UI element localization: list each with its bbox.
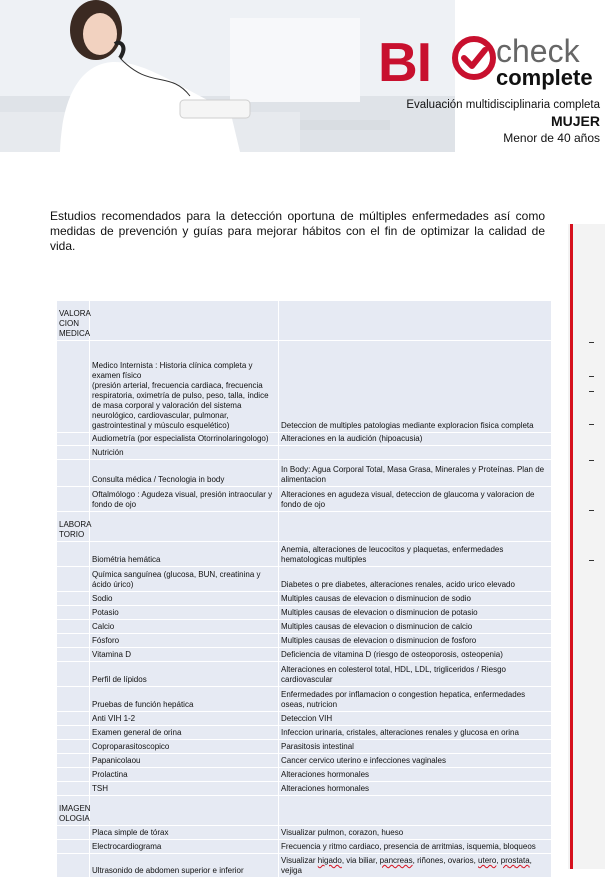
empty-cell	[90, 512, 279, 542]
table-row	[57, 726, 552, 740]
study-name: Anti VIH 1-2	[90, 712, 279, 726]
detects-description: Diabetes o pre diabetes, alteraciones renales, acido urico elevado	[279, 567, 552, 592]
study-name: Examen general de orina	[90, 726, 279, 740]
detects-description: Parasitosis intestinal	[279, 740, 552, 754]
study-name: Calcio	[90, 620, 279, 634]
empty-cell	[57, 634, 90, 648]
misspelled-word: higado	[317, 856, 342, 865]
table-row	[57, 826, 552, 840]
empty-cell	[57, 341, 90, 433]
study-name: Placa simple de tórax	[90, 826, 279, 840]
table-row	[57, 542, 552, 567]
study-name: Coproparasitoscopico	[90, 740, 279, 754]
study-name: Fósforo	[90, 634, 279, 648]
detects-description: Visualizar pulmon, corazon, hueso	[279, 826, 552, 840]
study-name: Oftalmólogo : Agudeza visual, presión intraocular y fondo de ojo	[90, 487, 279, 512]
misspelled-word: prostata	[500, 856, 530, 865]
table-row	[57, 768, 552, 782]
empty-cell	[57, 826, 90, 840]
studies-table	[56, 300, 552, 878]
table-row	[57, 634, 552, 648]
table-row	[57, 487, 552, 512]
detects-description: Multiples causas de elevacion o disminucion de fosforo	[279, 634, 552, 648]
logo-complete-text: complete	[496, 65, 593, 90]
detects-description: Multiples causas de elevacion o disminucion de potasio	[279, 606, 552, 620]
detects-description: Alteraciones en la audición (hipoacusia)	[279, 433, 552, 446]
table-row	[57, 687, 552, 712]
detects-description: Alteraciones hormonales	[279, 768, 552, 782]
detects-description: Deficiencia de vitamina D (riesgo de osteoporosis, osteopenia)	[279, 648, 552, 662]
empty-cell	[57, 782, 90, 796]
margin-tick	[589, 560, 594, 561]
section-title: IMAGEN OLOGIA	[57, 796, 90, 826]
detects-description: Frecuencia y ritmo cardiaco, presencia de arritmias, isquemia, bloqueos	[279, 840, 552, 854]
empty-cell	[90, 796, 279, 826]
empty-cell	[57, 662, 90, 687]
detects-description: Infeccion urinaria, cristales, alteraciones renales y glucosa en orina	[279, 726, 552, 740]
study-name: Nutrición	[90, 446, 279, 460]
table-row	[57, 592, 552, 606]
empty-cell	[57, 446, 90, 460]
document-subtitle: Evaluación multidisciplinaria completa	[406, 99, 600, 111]
empty-cell	[57, 740, 90, 754]
table-row	[57, 341, 552, 433]
study-name: TSH	[90, 782, 279, 796]
study-name: Electrocardiograma	[90, 840, 279, 854]
table-row	[57, 460, 552, 487]
study-name: Vitamina D	[90, 648, 279, 662]
age-label: Menor de 40 años	[503, 131, 600, 145]
empty-cell	[57, 433, 90, 446]
misspelled-word: utero	[478, 856, 497, 865]
empty-cell	[57, 854, 90, 878]
table-row	[57, 648, 552, 662]
study-name: Sodio	[90, 592, 279, 606]
table-row	[57, 433, 552, 446]
gender-label: MUJER	[550, 113, 600, 129]
empty-cell	[279, 512, 552, 542]
study-name: Consulta médica / Tecnologia in body	[90, 460, 279, 487]
study-name: Papanicolaou	[90, 754, 279, 768]
section-title: VALORA CION MEDICA	[57, 301, 90, 341]
empty-cell	[57, 542, 90, 567]
detects-description: Cancer cervico uterino e infecciones vaginales	[279, 754, 552, 768]
study-name: Ultrasonido de abdomen superior e inferior	[90, 854, 279, 878]
empty-cell	[57, 567, 90, 592]
study-name: Pruebas de función hepática	[90, 687, 279, 712]
margin-tick	[589, 460, 594, 461]
empty-cell	[57, 592, 90, 606]
empty-cell	[57, 687, 90, 712]
table-row	[57, 754, 552, 768]
empty-cell	[279, 796, 552, 826]
table-row	[57, 606, 552, 620]
study-name: Química sanguínea (glucosa, BUN, creatinina y ácido úrico)	[90, 567, 279, 592]
detects-description: In Body: Agua Corporal Total, Masa Grasa, Minerales y Proteínas. Plan de alimentacion	[279, 460, 552, 487]
table-row	[57, 740, 552, 754]
detects-description: Enfermedades por inflamacion o congestion hepatica, enfermedades oseas, nutricion	[279, 687, 552, 712]
study-name: Perfil de lípidos	[90, 662, 279, 687]
detects-description	[279, 446, 552, 460]
detects-description: Deteccion VIH	[279, 712, 552, 726]
detects-description: Alteraciones en agudeza visual, deteccion de glaucoma y valoracion de fondo de ojo	[279, 487, 552, 512]
misspelled-word: pancreas	[379, 856, 413, 865]
margin-tick	[589, 376, 594, 377]
empty-cell	[57, 606, 90, 620]
margin-tick	[589, 391, 594, 392]
empty-cell	[57, 768, 90, 782]
detects-description: Visualizar higado, via biliar, pancreas, riñones, ovarios, utero, prostata, vejiga	[279, 854, 552, 878]
margin-tick	[589, 342, 594, 343]
table-row	[57, 840, 552, 854]
empty-cell	[90, 301, 279, 341]
study-name: Medico Internista : Historia clínica completa y examen físico (presión arterial, frecuencia cardiaca, frecuencia respiratoria, oximetría de pulso, peso, talla, índice de masa corporal y valoración del sistema neurológico, cardiovascular, pulmonar, gastrointestinal y músculo esquelético)	[90, 341, 279, 433]
section-header-row	[57, 512, 552, 542]
table-row	[57, 662, 552, 687]
empty-cell	[57, 712, 90, 726]
section-header-row	[57, 796, 552, 826]
section-title: LABORA TORIO	[57, 512, 90, 542]
margin-tick	[589, 424, 594, 425]
detects-description: Alteraciones en colesterol total, HDL, LDL, trigliceridos / Riesgo cardiovascular	[279, 662, 552, 687]
table-row	[57, 620, 552, 634]
detects-description: Multiples causas de elevacion o disminucion de sodio	[279, 592, 552, 606]
table-row	[57, 712, 552, 726]
study-name: Potasio	[90, 606, 279, 620]
study-name: Biométria hemática	[90, 542, 279, 567]
logo-check-circle-icon	[452, 36, 496, 80]
table-row	[57, 854, 552, 878]
intro-paragraph: Estudios recomendados para la detección oportuna de múltiples enfermedades así como medidas de prevención y guías para mejorar hábitos con el fin de optimizar la calidad de vida.	[50, 209, 545, 253]
empty-cell	[57, 726, 90, 740]
logo-check-text: check	[496, 33, 580, 69]
table-row	[57, 446, 552, 460]
section-header-row	[57, 301, 552, 341]
study-name: Prolactina	[90, 768, 279, 782]
empty-cell	[57, 754, 90, 768]
empty-cell	[57, 487, 90, 512]
red-accent-line	[570, 224, 573, 869]
study-name: Audiometría (por especialista Otorrinolaringologo)	[90, 433, 279, 446]
detects-description: Deteccion de multiples patologias mediante exploracion fisica completa	[279, 341, 552, 433]
margin-tick	[589, 510, 594, 511]
detects-description: Alteraciones hormonales	[279, 782, 552, 796]
table-row	[57, 782, 552, 796]
empty-cell	[57, 840, 90, 854]
empty-cell	[57, 460, 90, 487]
empty-cell	[279, 301, 552, 341]
detects-description: Anemia, alteraciones de leucocitos y plaquetas, enfermedades hematologicas multiples	[279, 542, 552, 567]
biocheck-logo	[378, 32, 600, 94]
empty-cell	[57, 648, 90, 662]
table-row	[57, 567, 552, 592]
empty-cell	[57, 620, 90, 634]
detects-description: Multiples causas de elevacion o disminucion de calcio	[279, 620, 552, 634]
right-margin-bar	[568, 224, 605, 869]
logo-bio-text: BI	[378, 31, 431, 93]
